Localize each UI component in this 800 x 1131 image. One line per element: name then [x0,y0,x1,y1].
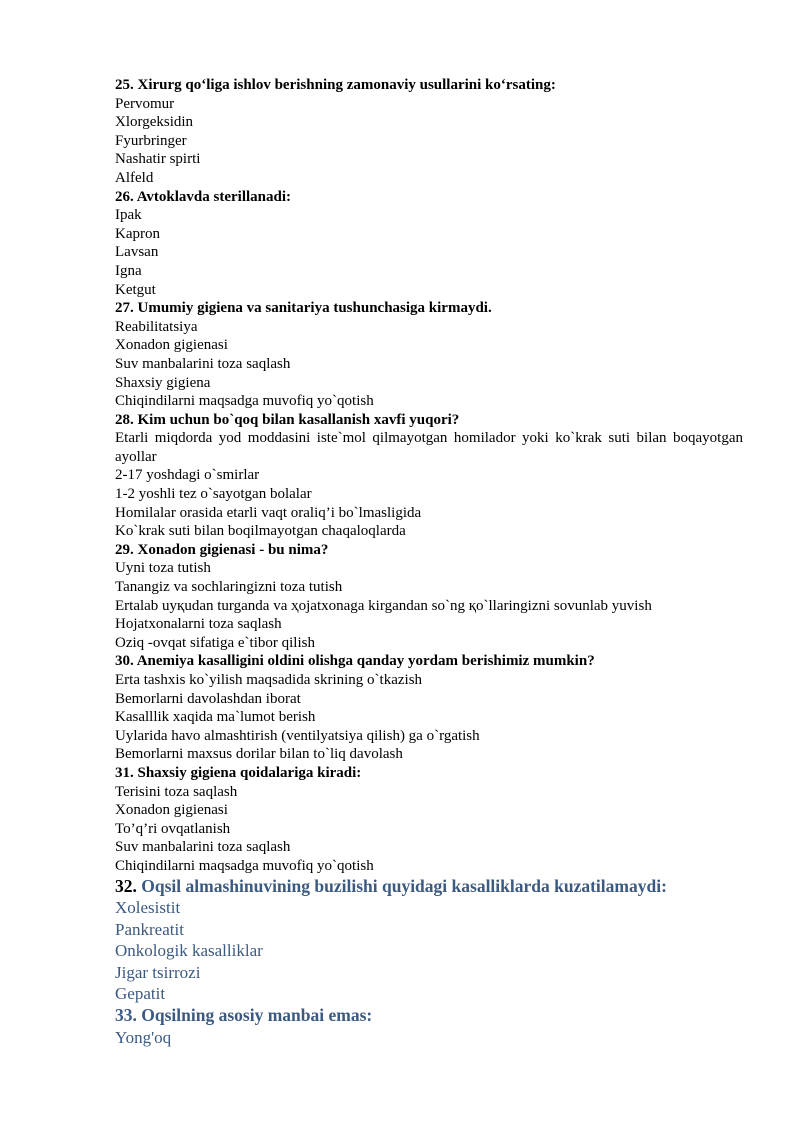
question-title: 31. Shaxsiy gigiena qoidalariga kiradi: [115,764,362,781]
answer-option: Erta tashxis ko`yilish maqsadida skrining o`tkazish [115,672,423,688]
question-title: 27. Umumiy gigiena va sanitariya tushunchasiga kirmaydi. [115,300,492,317]
answer-option: Lavsan [115,244,159,261]
answer-option: Shaxsiy gigiena [115,374,211,391]
answer-option: Ipak [115,207,142,224]
answer-option: Xonadon gigienasi [115,337,228,354]
answer-option: Tanangiz va sochlaringizni toza tutish [115,579,343,596]
question-title: 28. Kim uchun bo`qoq bilan kasallanish xavfi yuqori? [115,411,460,428]
answer-option: Hojatxonalarni toza saqlash [115,616,282,633]
question-30 [115,652,743,764]
answer-option: Uylarida havo almashtirish (ventilyatsiya qilish) ga o`rgatish [115,727,480,744]
question-31 [115,764,743,876]
answer-option: Yong'oq [115,1027,172,1047]
answer-option: Suv manbalarini toza saqlash [115,355,291,372]
answer-option: Onkologik kasalliklar [115,941,263,961]
answer-option: Kasalllik xaqida ma`lumot berish [115,709,316,726]
question-29 [115,541,743,653]
question-25 [115,76,743,188]
question-title: 25. Xirurg qo‘liga ishlov berishning zamonaviy usullarini ko‘rsating: [115,77,556,93]
document-page [115,76,743,1048]
answer-option: Bemorlarni maxsus dorilar bilan to`liq davolash [115,746,403,763]
question-title: 33. Oqsilning asosiy manbai emas: [115,1005,373,1025]
answer-option: 1-2 yoshli tez o`sayotgan bolalar [115,486,312,503]
answer-option: Xlorgeksidin [115,114,194,131]
answer-option: Homilalar orasida etarli vaqt oraliq’i bo`lmasligida [115,504,422,521]
question-33 [115,1005,743,1048]
answer-option: Uyni toza tutish [115,560,211,577]
answer-option: Pankreatit [115,919,184,939]
answer-option: 2-17 yoshdagi o`smirlar [115,467,260,484]
answer-option: Igna [115,262,142,279]
question-title: 29. Xonadon gigienasi - bu nima? [115,541,329,558]
answer-option: Ertalab uyқudan turganda va ҳojatxonaga kirgandan so`ng қo`llaringizni sovunlab yuvish [115,597,652,614]
answer-option: Xonadon gigienasi [115,802,228,819]
answer-option: Ketgut [115,281,156,298]
answer-option: Fyurbringer [115,132,187,149]
answer-option: Oziq -ovqat sifatiga e`tibor qilish [115,634,315,651]
answer-option: Kapron [115,225,160,242]
answer-option: Chiqindilarni maqsadga muvofiq yo`qotish [115,393,374,410]
question-32 [115,876,743,1005]
answer-option: Jigar tsirrozi [115,962,201,982]
question-26 [115,188,743,300]
answer-option: Alfeld [115,169,154,186]
answer-option: Suv manbalarini toza saqlash [115,839,291,856]
answer-option: To’q’ri ovqatlanish [115,820,231,837]
answer-option: Xolesistit [115,898,181,918]
answer-option: Chiqindilarni maqsadga muvofiq yo`qotish [115,857,374,874]
question-title: 26. Avtoklavda sterillanadi: [115,188,292,205]
answer-option: Pervomur [115,95,175,112]
question-title: 32. Oqsil almashinuvining buzilishi quyidagi kasalliklarda kuzatilamaydi: [115,875,667,896]
answer-option: Etarli miqdorda yod moddasini iste`mol qilmayotgan homilador yoki ko`krak suti bilan boqayotgan ayollar [115,430,743,465]
answer-option: Ko`krak suti bilan boqilmayotgan chaqaloqlarda [115,523,406,540]
question-title: 30. Anemiya kasalligini oldini olishga qanday yordam berishimiz mumkin? [115,653,595,670]
question-28 [115,411,743,541]
answer-option: Reabilitatsiya [115,318,198,335]
answer-option: Nashatir spirti [115,151,201,168]
question-27 [115,299,743,411]
answer-option: Bemorlarni davolashdan iborat [115,690,301,707]
answer-option: Terisini toza saqlash [115,783,238,800]
answer-option: Gepatit [115,984,166,1004]
